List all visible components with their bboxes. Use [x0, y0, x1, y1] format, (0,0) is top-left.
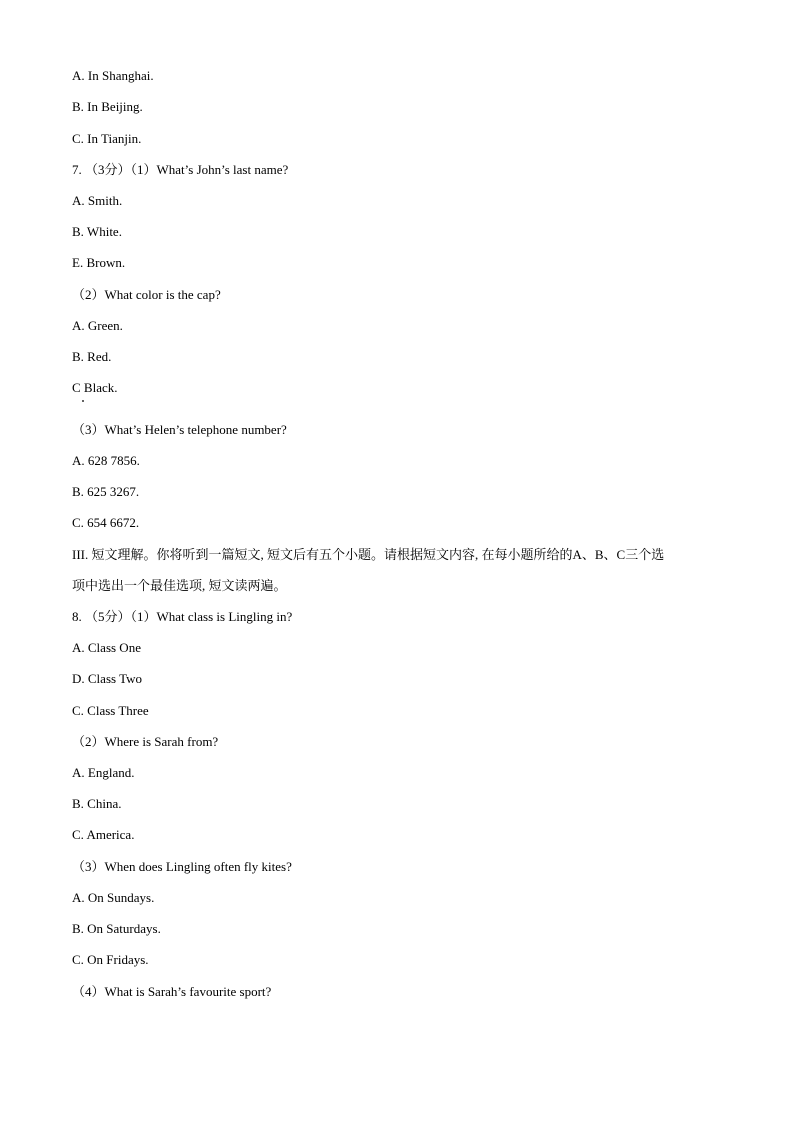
question-8-2: （2）Where is Sarah from?	[72, 734, 219, 749]
option-7-3c: C. 654 6672.	[72, 515, 140, 530]
option-8-3a: A. On Sundays.	[72, 890, 155, 905]
option-8-1c: C. Class Three	[72, 703, 149, 718]
question-8-3: （3）When does Lingling often fly kites?	[72, 859, 292, 874]
option-8-2a: A. England.	[72, 765, 135, 780]
option-6b: B. In Beijing.	[72, 99, 143, 114]
option-8-1a: A. Class One	[72, 640, 141, 655]
option-8-1d: D. Class Two	[72, 671, 142, 686]
option-7-1e: E. Brown.	[72, 255, 126, 270]
question-8-1: 8. （5分）（1）What class is Lingling in?	[72, 609, 293, 624]
option-7-2a: A. Green.	[72, 318, 123, 333]
option-7-1a: A. Smith.	[72, 193, 123, 208]
option-7-2b: B. Red.	[72, 349, 112, 364]
section-3-heading-cont: 项中选出一个最佳选项, 短文读两遍。	[72, 578, 287, 593]
option-6a: A. In Shanghai.	[72, 68, 154, 83]
question-7-1: 7. （3分）（1）What’s John’s last name?	[72, 162, 289, 177]
option-6c: C. In Tianjin.	[72, 131, 142, 146]
option-7-1b: B. White.	[72, 224, 122, 239]
option-8-2b: B. China.	[72, 796, 122, 811]
option-7-3a: A. 628 7856.	[72, 453, 140, 468]
option-7-3b: B. 625 3267.	[72, 484, 140, 499]
option-7-2c: C Black.	[72, 380, 118, 395]
question-7-2: （2）What color is the cap?	[72, 287, 221, 302]
question-8-4: （4）What is Sarah’s favourite sport?	[72, 984, 272, 999]
option-8-3b: B. On Saturdays.	[72, 921, 161, 936]
option-8-2c: C. America.	[72, 827, 135, 842]
question-7-3: （3）What’s Helen’s telephone number?	[72, 422, 287, 437]
stray-dot	[82, 400, 84, 402]
option-8-3c: C. On Fridays.	[72, 952, 149, 967]
section-3-heading: III. 短文理解。你将听到一篇短文, 短文后有五个小题。请根据短文内容, 在每小题所给的A、B、C三个选	[72, 547, 665, 562]
